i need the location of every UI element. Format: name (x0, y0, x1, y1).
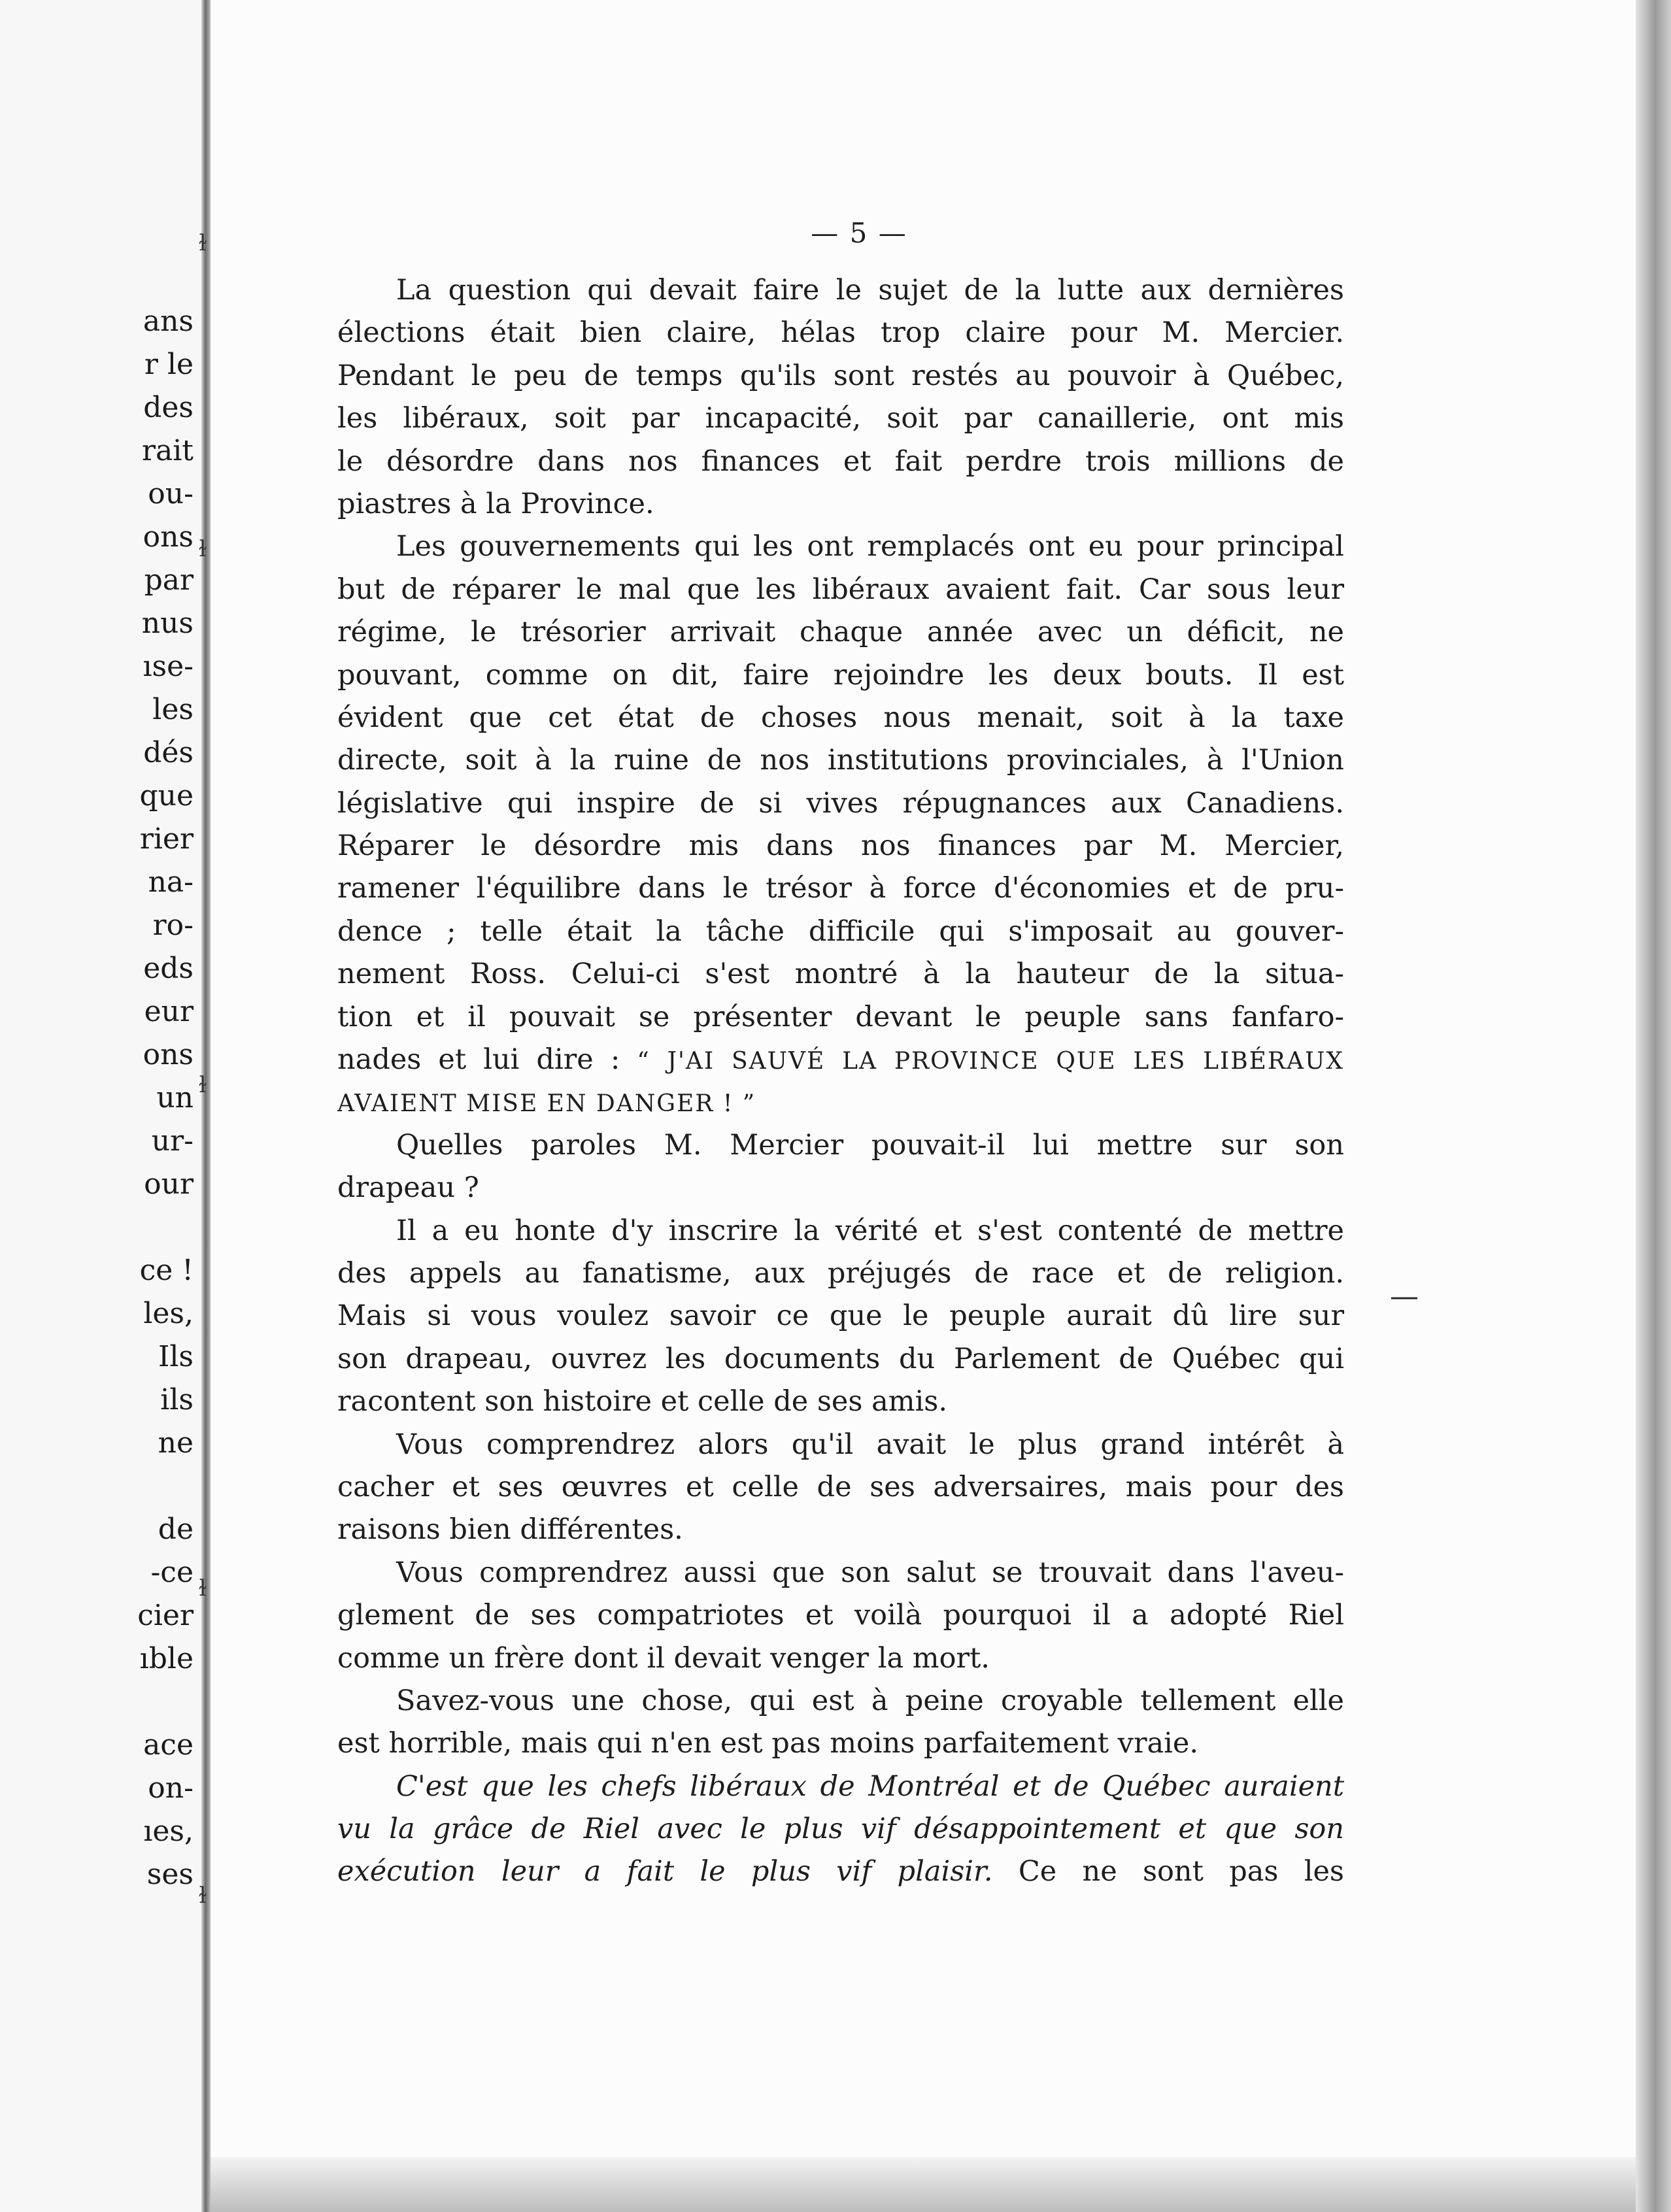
left-page-fragment: dés (143, 736, 194, 769)
text-line: Vous comprendrez aussi que son salut se trouvait dans l'aveu- (396, 1556, 1344, 1589)
gutter-mark: ɫ (198, 230, 207, 256)
text-line: tion et il pouvait se présenter devant le peuple sans fanfaro- (337, 1000, 1344, 1033)
left-page-fragment: eur (144, 995, 194, 1028)
text-line: Savez-vous une chose, qui est à peine croyable tellement elle (396, 1684, 1344, 1717)
text-line: cacher et ses œuvres et celle de ses adversaires, mais pour des (337, 1470, 1344, 1503)
text-line: exécution leur a fait le plus vif plaisir. Ce ne sont pas les (337, 1855, 1344, 1888)
text-line: directe, soit à la ruine de nos institutions provinciales, à l'Union (337, 744, 1344, 777)
gutter-mark: ɫ (198, 536, 207, 562)
text-line: élections était bien claire, hélas trop claire pour M. Mercier. (337, 316, 1344, 350)
left-page-fragment: rier (139, 822, 194, 856)
text-line: Pendant le peu de temps qu'ils sont restés au pouvoir à Québec, (337, 359, 1344, 392)
left-page-fragment: ons (143, 1038, 194, 1071)
text-line: nades et lui dire : “ J'AI SAUVÉ LA PROVINCE QUE LES LIBÉRAUX (337, 1043, 1344, 1077)
left-page-fragment: ur- (151, 1124, 194, 1158)
left-page-fragment: our (144, 1167, 194, 1201)
text-line: C'est que les chefs libéraux de Montréal et de Québec auraient (396, 1769, 1344, 1803)
text-line: but de réparer le mal que les libéraux avaient fait. Car sous leur (337, 573, 1344, 606)
page-edge-bottom (211, 2157, 1636, 2212)
text-line: Réparer le désordre mis dans nos finances par M. Mercier, (337, 830, 1344, 863)
left-page-fragment: -ce (150, 1556, 194, 1589)
text-line: nement Ross. Celui-ci s'est montré à la hauteur de la situa- (337, 958, 1344, 991)
text-line: vu la grâce de Riel avec le plus vif désappointement et que son (337, 1813, 1344, 1846)
left-page-fragment: ıse- (143, 650, 194, 683)
text-line: Mais si vous voulez savoir ce que le peuple aurait dû lire sur (337, 1299, 1344, 1333)
left-page-fragment: les, (143, 1297, 194, 1330)
left-page-fragment: par (144, 563, 194, 597)
left-page-fragment: rait (141, 434, 194, 467)
text-line: drapeau ? (337, 1171, 479, 1205)
text-line: évident que cet état de choses nous menait, soit à la taxe (337, 701, 1344, 734)
left-page-fragment: ou- (148, 477, 194, 511)
left-page-fragment: ans (143, 305, 194, 338)
margin-mark: — (1390, 1280, 1419, 1313)
text-line: Il a eu honte d'y inscrire la vérité et s'est contenté de mettre (396, 1214, 1344, 1247)
left-page-fragment: ace (143, 1728, 194, 1762)
body-text (337, 269, 1344, 1894)
left-page-fragment: ils (160, 1383, 194, 1416)
text-line: son drapeau, ouvrez les documents du Parlement de Québec qui (337, 1342, 1344, 1375)
left-page-fragment: ons (143, 520, 194, 554)
text-line: racontent son histoire et celle de ses amis. (337, 1385, 947, 1418)
left-page-fragment: ce ! (139, 1254, 194, 1287)
text-line: AVAIENT MISE EN DANGER ! ” (337, 1090, 756, 1118)
text-line: dence ; telle était la tâche difficile qui s'imposait au gouver- (337, 914, 1344, 948)
text-line: des appels au fanatisme, aux préjugés de race et de religion. (337, 1256, 1344, 1290)
left-page-fragment: un (156, 1081, 194, 1114)
text-line: comme un frère dont il devait venger la mort. (337, 1641, 990, 1675)
text-line: législative qui inspire de si vives répugnances aux Canadiens. (337, 786, 1344, 820)
left-facing-page (0, 0, 208, 2212)
left-page-fragment: ne (158, 1426, 194, 1460)
left-page-fragment: ro- (152, 909, 194, 942)
left-page-fragment: ıble (139, 1642, 194, 1675)
page-edge-right (1636, 0, 1671, 2212)
left-page-fragment: nus (141, 607, 194, 640)
text-line: le désordre dans nos finances et fait perdre trois millions de (337, 444, 1344, 478)
text-line: régime, le trésorier arrivait chaque année avec un déficit, ne (337, 616, 1344, 649)
text-line: les libéraux, soit par incapacité, soit par canaillerie, ont mis (337, 402, 1344, 435)
binding-gutter (201, 0, 211, 2212)
gutter-mark: ɫ (198, 1072, 207, 1098)
left-page-fragment: eds (143, 952, 194, 985)
text-line: La question qui devait faire le sujet de la lutte aux dernières (396, 274, 1344, 307)
left-page-fragment: na- (148, 865, 194, 899)
text-line: Quelles paroles M. Mercier pouvait-il lui mettre sur son (396, 1128, 1344, 1162)
left-page-fragment: on- (148, 1771, 194, 1805)
left-page-fragment: ıes, (143, 1815, 194, 1848)
text-line: ramener l'équilibre dans le trésor à force d'économies et de pru- (337, 872, 1344, 905)
left-page-fragment: les (152, 693, 194, 726)
left-page-fragment: des (143, 391, 194, 424)
text-line: est horrible, mais qui n'en est pas moins parfaitement vraie. (337, 1727, 1199, 1760)
page-number: — 5 — (811, 217, 907, 249)
text-line: glement de ses compatriotes et voilà pourquoi il a adopté Riel (337, 1599, 1344, 1632)
gutter-mark: ɫ (198, 1883, 207, 1909)
left-page-fragment: Ils (158, 1340, 194, 1373)
left-page-fragment: de (158, 1513, 194, 1546)
left-page-fragment: que (139, 779, 194, 813)
left-page-fragment: ses (146, 1858, 194, 1891)
text-line: raisons bien différentes. (337, 1513, 683, 1547)
gutter-mark: ɫ (198, 1575, 207, 1601)
text-line: piastres à la Province. (337, 487, 654, 520)
text-line: pouvant, comme on dit, faire rejoindre les deux bouts. Il est (337, 658, 1344, 692)
text-line: Vous comprendrez alors qu'il avait le plus grand intérêt à (396, 1428, 1344, 1461)
left-page-fragment: cier (137, 1599, 194, 1632)
left-page-fragment: r le (144, 348, 194, 381)
text-line: Les gouvernements qui les ont remplacés ont eu pour principal (396, 530, 1344, 563)
